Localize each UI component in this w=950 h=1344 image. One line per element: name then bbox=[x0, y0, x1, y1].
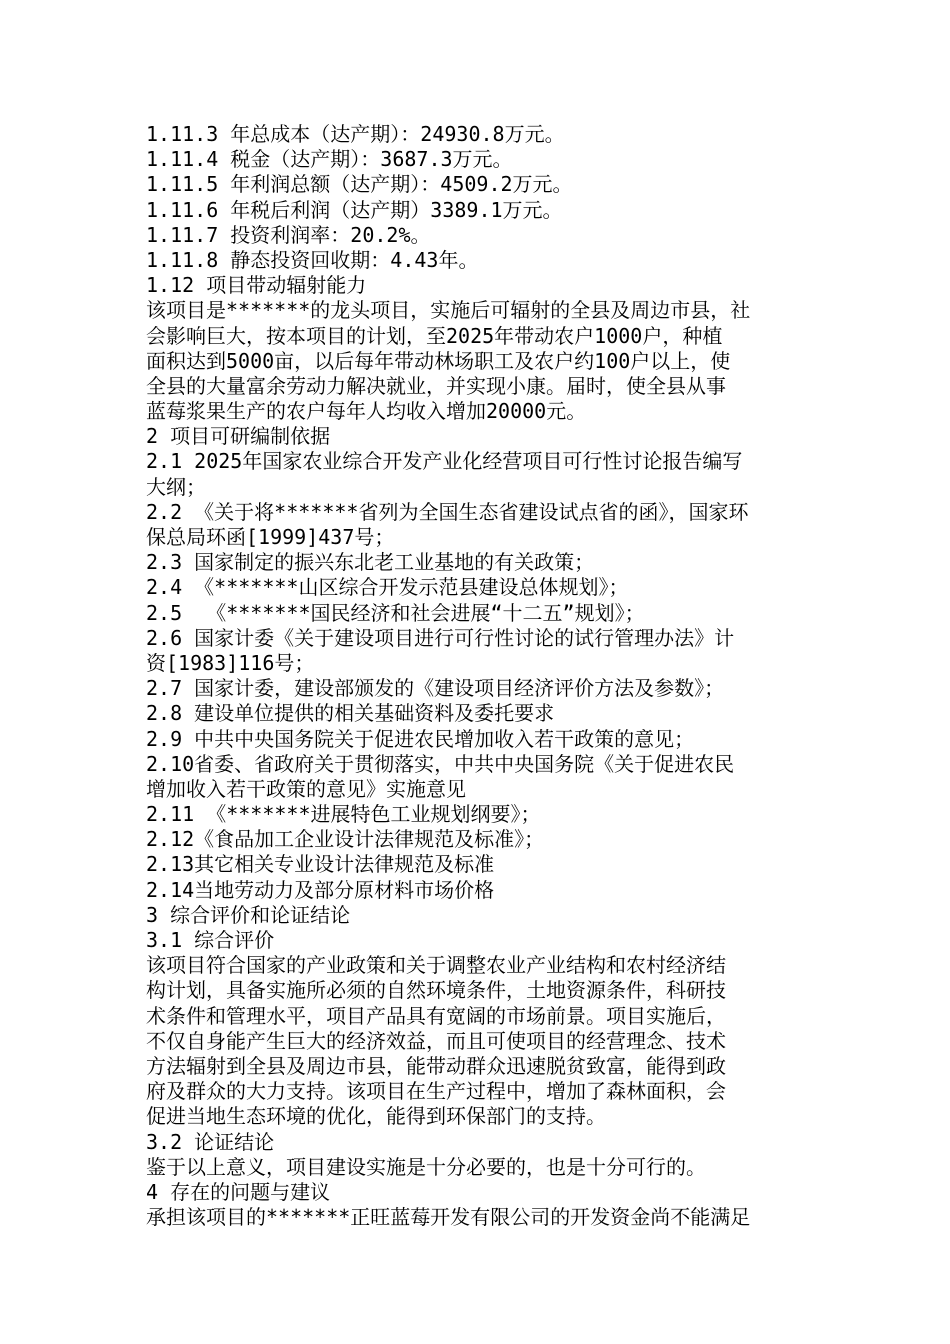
subsection-heading: 3.1 综合评价 bbox=[146, 928, 275, 952]
text-line: 2.8 建设单位提供的相关基础资料及委托要求 bbox=[146, 701, 555, 726]
text-line: 2.3 国家制定的振兴东北老工业基地的有关政策； bbox=[146, 550, 595, 575]
text-line: 面积达到5000亩，以后每年带动林场职工及农户约100户以上，使 bbox=[146, 348, 731, 373]
section-heading: 4 存在的问题与建议 bbox=[146, 1179, 331, 1204]
section-heading: 1.12 项目带动辐射能力 bbox=[146, 273, 367, 298]
text-line: 2.13其它相关专业设计法律规范及标准 bbox=[146, 852, 495, 877]
text-line: 2.10省委、省政府关于贯彻落实，中共中央国务院《关于促进农民 bbox=[146, 751, 735, 776]
text-line: 1.11.4 税金（达产期）：3687.3万元。 bbox=[146, 147, 513, 172]
text-line: 2.4 《*******山区综合开发示范县建设总体规划》； bbox=[146, 575, 629, 600]
text-line: 全县的大量富余劳动力解决就业，并实现小康。届时，使全县从事 bbox=[146, 373, 726, 398]
text-line: 2.7 国家计委，建设部颁发的《建设项目经济评价方法及参数》； bbox=[146, 676, 725, 701]
text-line: 鉴于以上意义，项目建设实施是十分必要的，也是十分可行的。 bbox=[146, 1154, 706, 1179]
text-line: 1.11.6 年税后利润（达产期）3389.1万元。 bbox=[146, 197, 563, 222]
text-line: 2.1 2025年国家农业综合开发产业化经营项目可行性讨论报告编写 bbox=[146, 449, 743, 474]
text-line: 1.11.3 年总成本（达产期）：24930.8万元。 bbox=[146, 122, 565, 146]
text-line: 该项目是*******的龙头项目，实施后可辐射的全县及周边市县，社 bbox=[146, 298, 751, 323]
text-line: 2.11 《*******进展特色工业规划纲要》； bbox=[146, 802, 541, 827]
text-line: 1.11.5 年利润总额（达产期）：4509.2万元。 bbox=[146, 172, 573, 197]
section-heading: 3 综合评价和论证结论 bbox=[146, 902, 351, 927]
section-heading: 2 项目可研编制依据 bbox=[146, 424, 331, 449]
text-line: 不仅自身能产生巨大的经济效益，而且可使项目的经营理念、技术 bbox=[146, 1028, 726, 1053]
text-line: 增加收入若干政策的意见》实施意见 bbox=[146, 776, 466, 801]
text-line: 2.2 《关于将*******省列为全国生态省建设试点省的函》，国家环 bbox=[146, 499, 749, 524]
text-line: 蓝莓浆果生产的农户每年人均收入增加20000元。 bbox=[146, 399, 587, 424]
text-line: 构计划，具备实施所必须的自然环境条件，土地资源条件，科研技 bbox=[146, 978, 726, 1003]
document-body bbox=[146, 122, 810, 1230]
text-line: 资[1983]116号； bbox=[146, 650, 315, 675]
text-line: 促进当地生态环境的优化，能得到环保部门的支持。 bbox=[146, 1104, 606, 1129]
text-line: 保总局环函[1999]437号； bbox=[146, 525, 395, 549]
subsection-heading: 3.2 论证结论 bbox=[146, 1129, 275, 1154]
text-line: 方法辐射到全县及周边市县，能带动群众迅速脱贫致富，能得到政 bbox=[146, 1053, 726, 1078]
text-line: 该项目符合国家的产业政策和关于调整农业产业结构和农村经济结 bbox=[146, 953, 726, 978]
text-line: 术条件和管理水平，项目产品具有宽阔的市场前景。项目实施后， bbox=[146, 1003, 726, 1028]
text-line: 2.6 国家计委《关于建设项目进行可行性讨论的试行管理办法》计 bbox=[146, 625, 735, 650]
text-line: 承担该项目的*******正旺蓝莓开发有限公司的开发资金尚不能满足 bbox=[146, 1205, 751, 1230]
text-line: 2.12《食品加工企业设计法律规范及标准》； bbox=[146, 827, 545, 852]
text-line: 2.14当地劳动力及部分原材料市场价格 bbox=[146, 877, 495, 902]
text-line: 府及群众的大力支持。该项目在生产过程中，增加了森林面积，会 bbox=[146, 1079, 726, 1104]
text-line: 大纲； bbox=[146, 474, 206, 499]
text-line: 会影响巨大，按本项目的计划，至2025年带动农户1000户，种植 bbox=[146, 323, 723, 348]
text-line: 1.11.8 静态投资回收期：4.43年。 bbox=[146, 247, 479, 272]
text-line: 2.9 中共中央国务院关于促进农民增加收入若干政策的意见； bbox=[146, 726, 695, 751]
text-line: 1.11.7 投资利润率：20.2%。 bbox=[146, 222, 431, 247]
text-line: 2.5 《*******国民经济和社会进展“十二五”规划》； bbox=[146, 600, 645, 625]
